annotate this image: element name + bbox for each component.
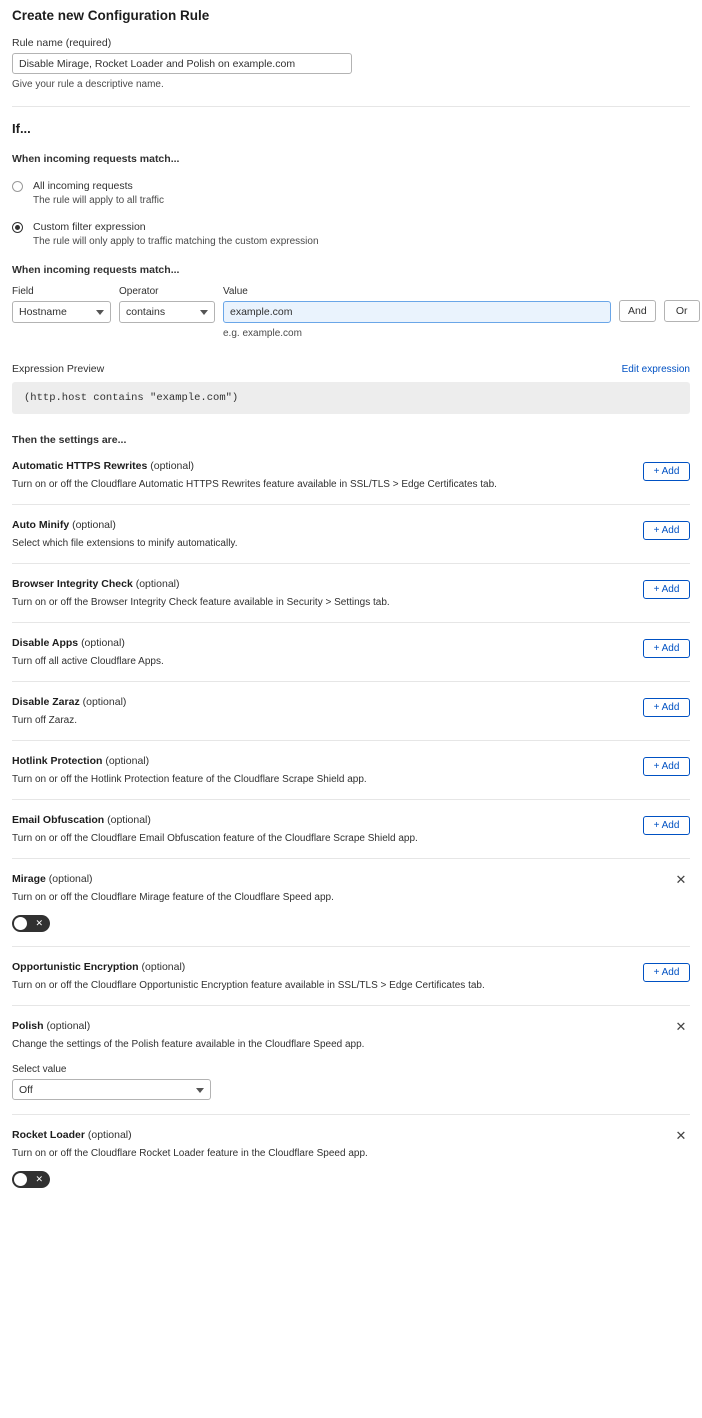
toggle-off-icon: ✕: [35, 918, 43, 929]
operator-select[interactable]: [119, 301, 215, 323]
chevron-down-icon: [196, 1088, 204, 1093]
setting-hotlink-protection: [12, 741, 690, 800]
radio-label-all-requests: All incoming requests: [33, 180, 133, 192]
setting-name: Rocket Loader: [12, 1129, 85, 1142]
radio-desc-custom-filter: The rule will only apply to traffic matching the custom expression: [33, 236, 319, 248]
if-section-heading: If...: [12, 121, 31, 136]
radio-icon-custom-filter[interactable]: [12, 222, 23, 233]
toggle-knob: [14, 917, 27, 930]
rule-name-helper: Give your rule a descriptive name.: [12, 79, 164, 90]
chevron-down-icon: [96, 310, 104, 315]
setting-title: [12, 460, 690, 472]
setting-description: Turn on or off the Browser Integrity Check feature available in Security > Settings tab.: [12, 597, 390, 609]
setting-title: [12, 872, 690, 888]
field-column: [12, 286, 111, 323]
and-button[interactable]: And: [619, 300, 656, 322]
setting-name: Disable Zaraz: [12, 696, 80, 709]
setting-title: [12, 637, 690, 649]
expression-preview-header: [12, 363, 690, 375]
setting-title: [12, 755, 690, 767]
setting-title: [12, 578, 690, 590]
rocket-loader-toggle[interactable]: [12, 1171, 50, 1188]
remove-setting-button[interactable]: ✕: [675, 1128, 687, 1144]
setting-optional: (optional): [107, 814, 151, 827]
setting-title: [12, 1019, 690, 1035]
add-button[interactable]: + Add: [643, 963, 690, 982]
setting-optional: (optional): [81, 637, 125, 650]
expression-preview-label: Expression Preview: [12, 363, 105, 376]
setting-name: Polish: [12, 1020, 44, 1033]
setting-name: Opportunistic Encryption: [12, 961, 139, 974]
setting-description: Turn on or off the Cloudflare Opportunistic Encryption feature available in SSL/TLS > Edge Certificates tab.: [12, 980, 485, 992]
rule-name-input[interactable]: [12, 53, 352, 74]
setting-description: Turn off all active Cloudflare Apps.: [12, 656, 164, 668]
add-button[interactable]: + Add: [643, 521, 690, 540]
or-button[interactable]: Or: [664, 300, 700, 322]
add-button[interactable]: + Add: [643, 698, 690, 717]
setting-description: Change the settings of the Polish feature available in the Cloudflare Speed app.: [12, 1039, 365, 1051]
add-button[interactable]: + Add: [643, 757, 690, 776]
filter-row: [12, 286, 690, 339]
radio-icon-all-requests[interactable]: [12, 181, 23, 192]
field-label: Field: [12, 286, 34, 298]
setting-name: Hotlink Protection: [12, 755, 103, 768]
setting-optional: (optional): [135, 578, 180, 591]
setting-optional: (optional): [46, 1020, 91, 1033]
value-column: [223, 286, 611, 339]
chevron-down-icon: [200, 310, 208, 315]
setting-description: Turn on or off the Hotlink Protection feature of the Cloudflare Scrape Shield app.: [12, 774, 367, 786]
setting-title: [12, 696, 690, 708]
setting-name: Disable Apps: [12, 637, 79, 650]
setting-name: Mirage: [12, 873, 46, 886]
setting-optional: (optional): [48, 873, 93, 886]
operator-column: [119, 286, 215, 323]
setting-opportunistic-encryption: [12, 947, 690, 1006]
add-button[interactable]: + Add: [643, 462, 690, 481]
setting-optional: (optional): [87, 1129, 132, 1142]
page-title: Create new Configuration Rule: [12, 8, 210, 23]
toggle-off-icon: ✕: [35, 1174, 43, 1185]
radio-option-custom-filter[interactable]: [12, 220, 690, 247]
expression-preview-box: (http.host contains "example.com"): [12, 382, 690, 414]
setting-optional: (optional): [141, 961, 186, 974]
then-settings-heading: Then the settings are...: [12, 434, 127, 447]
setting-email-obfuscation: [12, 800, 690, 859]
setting-polish: [12, 1006, 690, 1115]
setting-title: [12, 961, 690, 973]
setting-description: Select which file extensions to minify automatically.: [12, 538, 238, 550]
setting-title: [12, 814, 690, 826]
radio-label-custom-filter: Custom filter expression: [33, 221, 146, 234]
mirage-toggle[interactable]: [12, 915, 50, 932]
setting-description: Turn off Zaraz.: [12, 715, 78, 727]
add-button[interactable]: + Add: [643, 639, 690, 658]
divider-1: [12, 106, 690, 107]
polish-select-value: Off: [19, 1083, 33, 1096]
setting-title: [12, 519, 690, 531]
if-section-subhead: When incoming requests match...: [12, 153, 180, 165]
operator-label: Operator: [119, 286, 159, 298]
remove-setting-button[interactable]: ✕: [675, 872, 687, 888]
value-input[interactable]: [223, 301, 611, 323]
logic-buttons: [619, 286, 700, 322]
setting-disable-zaraz: [12, 682, 690, 741]
polish-select[interactable]: [12, 1079, 211, 1100]
setting-name: Automatic HTTPS Rewrites: [12, 460, 148, 473]
setting-name: Browser Integrity Check: [12, 578, 133, 591]
setting-automatic-https-rewrites: [12, 446, 690, 505]
radio-desc-all-requests: The rule will apply to all traffic: [33, 195, 164, 207]
field-select[interactable]: [12, 301, 111, 323]
setting-description: Turn on or off the Cloudflare Mirage feature of the Cloudflare Speed app.: [12, 892, 334, 904]
value-hint: e.g. example.com: [223, 328, 302, 340]
setting-optional: (optional): [82, 696, 127, 709]
edit-expression-link[interactable]: Edit expression: [621, 364, 690, 376]
setting-optional: (optional): [150, 460, 195, 473]
setting-name: Email Obfuscation: [12, 814, 105, 827]
setting-title: [12, 1128, 690, 1144]
setting-disable-apps: [12, 623, 690, 682]
setting-optional: (optional): [105, 755, 150, 768]
setting-name: Auto Minify: [12, 519, 70, 532]
setting-browser-integrity-check: [12, 564, 690, 623]
rule-name-label: Rule name (required): [12, 37, 112, 49]
polish-select-label: Select value: [12, 1064, 67, 1076]
toggle-knob: [14, 1173, 27, 1186]
setting-auto-minify: [12, 505, 690, 564]
add-button[interactable]: + Add: [643, 816, 690, 835]
value-label: Value: [223, 286, 248, 298]
setting-optional: (optional): [72, 519, 116, 532]
setting-mirage: [12, 859, 690, 947]
setting-description: Turn on or off the Cloudflare Automatic HTTPS Rewrites feature available in SSL/TLS > Edge Certificates tab.: [12, 479, 497, 491]
setting-description: Turn on or off the Cloudflare Email Obfuscation feature of the Cloudflare Scrape Shield app.: [12, 833, 418, 845]
operator-select-value: contains: [126, 306, 166, 319]
add-button[interactable]: + Add: [643, 580, 690, 599]
setting-description: Turn on or off the Cloudflare Rocket Loader feature in the Cloudflare Speed app.: [12, 1148, 368, 1160]
setting-rocket-loader: [12, 1115, 690, 1202]
field-select-value: Hostname: [19, 306, 67, 319]
filter-subhead: When incoming requests match...: [12, 264, 180, 277]
rule-name-group: [12, 37, 690, 90]
remove-setting-button[interactable]: ✕: [675, 1019, 687, 1035]
radio-option-all-requests[interactable]: [12, 179, 690, 206]
